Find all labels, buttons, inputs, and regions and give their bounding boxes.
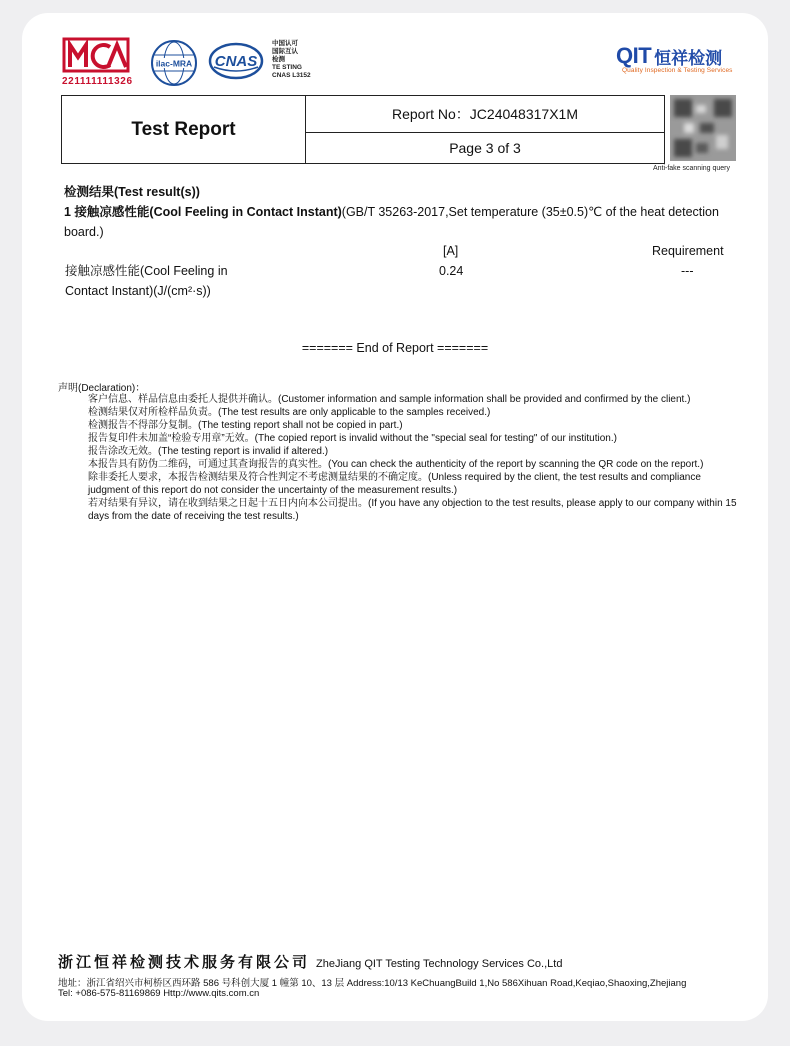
- column-header-requirement: Requirement: [652, 244, 724, 258]
- declaration-item: 报告复印件未加盖“检验专用章”无效。(The copied report is invalid without the "special seal for testing" of our institution.): [88, 433, 617, 444]
- company-logo-cn: 恒祥检测: [654, 48, 723, 69]
- page-indicator: Page 3 of 3: [449, 139, 521, 156]
- test-item-line-2: board.): [64, 225, 104, 239]
- declaration-item: 本报告具有防伪二维码，可通过其查询报告的真实性。(You can check the authenticity of the report by scanning the QR code on the report.): [88, 459, 704, 470]
- company-logo: [616, 43, 722, 69]
- report-header-table: [61, 95, 665, 164]
- declaration-item: judgment of this report do not consider the uncertainty of the measurement results.): [88, 485, 458, 496]
- ilac-logo-text: ilac-MRA: [155, 58, 193, 69]
- footer-company-cn: 浙江恒祥检测技术服务有限公司: [58, 953, 311, 971]
- declaration-item: 报告涂改无效。(The testing report is invalid if altered.): [88, 446, 329, 457]
- cnas-logo: [208, 41, 264, 81]
- ilac-mra-logo: [150, 39, 198, 87]
- column-header-sample: [A]: [443, 244, 459, 258]
- cnas-logo-text: CNAS: [214, 53, 258, 70]
- qr-code[interactable]: [670, 95, 736, 161]
- report-sheet: [22, 13, 768, 1021]
- cnas-accreditation-text: 中国认可 国际互认 检测 TE STING CNAS L3152: [272, 40, 311, 79]
- company-logo-subtitle: Quality Inspection & Testing Services: [622, 67, 733, 74]
- declaration-item: 若对结果有异议，请在收到结果之日起十五日内向本公司提出。(If you have any objection to the test results, please apply to our company within 15 days from the date of receiving the test results.): [88, 498, 737, 522]
- declaration-item: 检测结果仅对所检样品负责。(The test results are only applicable to the samples received.): [88, 407, 491, 418]
- cma-number: 221111111326: [62, 76, 133, 87]
- result-row-name: 接触凉感性能(Cool Feeling in: [65, 264, 228, 278]
- result-row-name-unit: Contact Instant)(J/(cm²·s)): [65, 284, 211, 298]
- declaration-item: 检测报告不得部分复制。(The testing report shall not be copied in part.): [88, 420, 403, 431]
- declaration-item: 客户信息、样品信息由委托人提供并确认。(Customer information and sample information shall be provided and confirmed by the client.): [88, 394, 691, 405]
- test-item-name: 1 接触凉感性能(Cool Feeling in Contact Instant): [64, 205, 342, 219]
- qr-caption: Anti-fake scanning query: [652, 165, 730, 172]
- footer-company: [58, 951, 562, 972]
- result-row-value: 0.24: [439, 264, 464, 278]
- end-of-report: ======= End of Report =======: [301, 341, 489, 355]
- results-section-title: 检测结果(Test result(s)): [64, 185, 200, 199]
- footer-contact: Tel: +086-575-81169869 Http://www.qits.com.cn: [58, 988, 260, 999]
- test-item-line: [64, 202, 719, 222]
- declaration-item: 除非委托人要求，本报告检测结果及符合性判定不考虑测量结果的不确定度。(Unless required by the client, the test results and compliance: [88, 472, 701, 483]
- declaration-heading: 声明(Declaration)：: [58, 383, 146, 394]
- footer-address: 地址：浙江省绍兴市柯桥区西环路 586 号科创大厦 1 幢第 10、13 层 Address:10/13 KeChuangBuild 1,No 586Xihuan Road,Keqiao,Shaoxing,Zhejiang: [58, 978, 687, 989]
- company-logo-word: QIT: [616, 43, 652, 68]
- test-item-standard: (GB/T 35263-2017,Set temperature (35±0.5)℃ of the heat detection: [341, 205, 719, 219]
- footer-company-en: ZheJiang QIT Testing Technology Services Co.,Ltd: [316, 958, 563, 970]
- report-number: Report No：JC24048317X1M: [306, 96, 664, 133]
- report-title: Test Report: [62, 96, 306, 163]
- result-row-requirement: ---: [681, 264, 694, 278]
